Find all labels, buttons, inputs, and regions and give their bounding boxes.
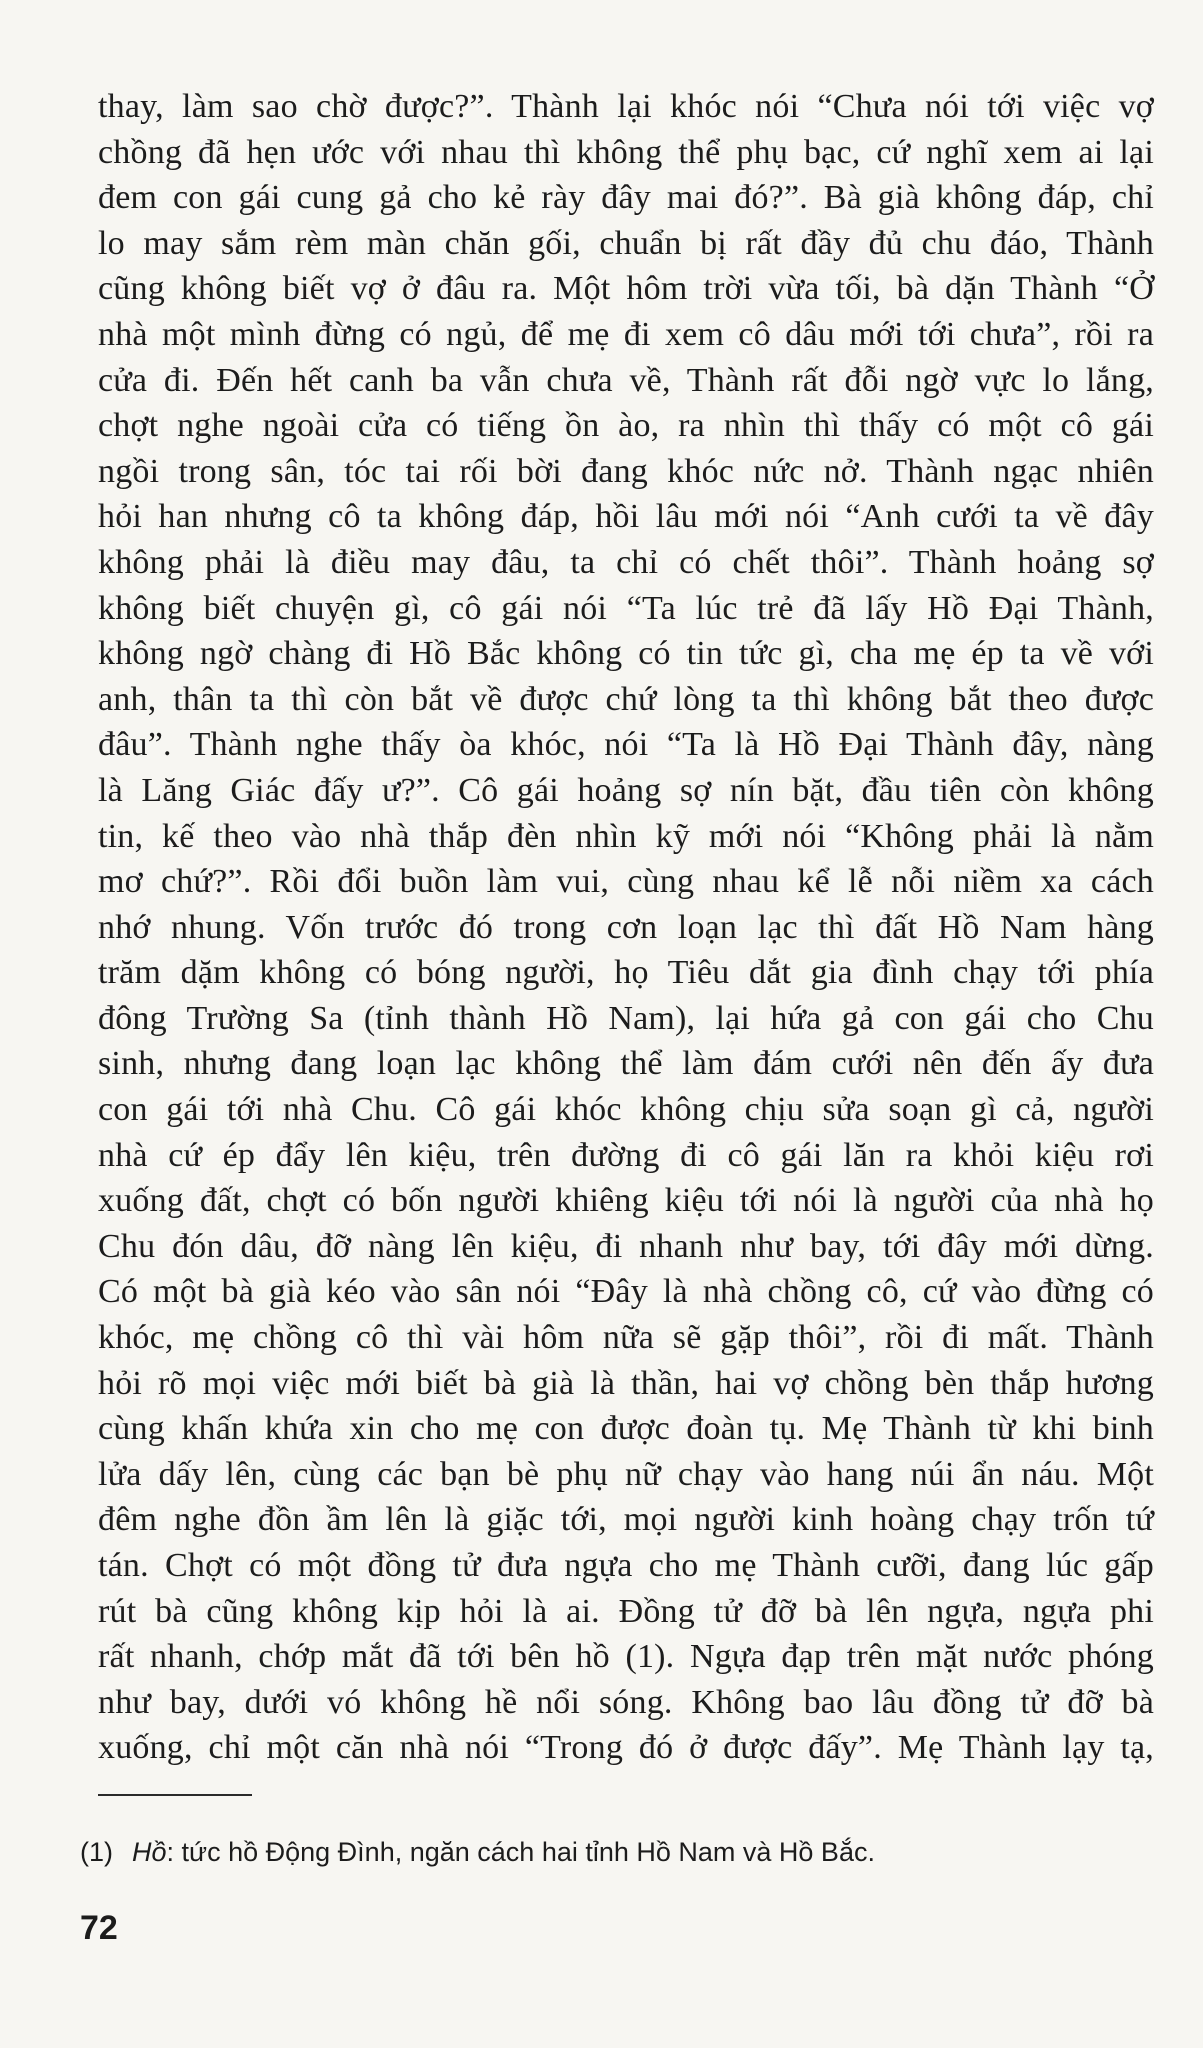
text-line: sinh, nhưng đang loạn lạc không thể làm đám cưới nên đến ấy đưa [98, 1045, 1154, 1083]
text-line: tán. Chợt có một đồng tử đưa ngựa cho mẹ Thành cưỡi, đang lúc gấp [98, 1547, 1154, 1584]
text-line: cùng khấn khứa xin cho mẹ con được đoàn tụ. Mẹ Thành từ khi binh [98, 1410, 1154, 1448]
text-line: ngồi trong sân, tóc tai rối bời đang khóc nức nở. Thành ngạc nhiên [98, 452, 1154, 490]
text-line: không biết chuyện gì, cô gái nói “Ta lúc trẻ đã lấy Hồ Đại Thành, [98, 589, 1154, 627]
text-line: khóc, mẹ chồng cô thì vài hôm nữa sẽ gặp thôi”, rồi đi mất. Thành [98, 1319, 1154, 1357]
text-line: tin, kế theo vào nhà thắp đèn nhìn kỹ mới nói “Không phải là nằm [98, 817, 1154, 855]
text-line: mơ chứ?”. Rồi đổi buồn làm vui, cùng nhau kể lễ nỗi niềm xa cách [98, 863, 1154, 901]
text-line: chợt nghe ngoài cửa có tiếng ồn ào, ra nhìn thì thấy có một cô gái [98, 407, 1154, 445]
footnote [80, 1834, 1160, 1870]
text-line: lo may sắm rèm màn chăn gối, chuẩn bị rất đầy đủ chu đáo, Thành [98, 224, 1154, 262]
footnote-text: : tức hồ Động Đình, ngăn cách hai tỉnh Hồ Nam và Hồ Bắc. [166, 1837, 875, 1867]
text-line: trăm dặm không có bóng người, họ Tiêu dắt gia đình chạy tới phía [98, 954, 1154, 992]
text-line: như bay, dưới vó không hề nổi sóng. Không bao lâu đồng tử đỡ bà [98, 1683, 1154, 1721]
text-line: Chu đón dâu, đỡ nàng lên kiệu, đi nhanh như bay, tới đây mới dừng. [98, 1227, 1154, 1265]
footnote-marker: (1) [80, 1837, 113, 1867]
body-text [98, 84, 1154, 1771]
text-line: chồng đã hẹn ước với nhau thì không thể phụ bạc, cứ nghĩ xem ai lại [98, 133, 1154, 171]
text-line: lửa dấy lên, cùng các bạn bè phụ nữ chạy vào hang núi ẩn náu. Một [98, 1455, 1154, 1493]
text-line: cũng không biết vợ ở đâu ra. Một hôm trời vừa tối, bà dặn Thành “Ở [98, 270, 1154, 308]
text-line: hỏi rõ mọi việc mới biết bà già là thần, hai vợ chồng bèn thắp hương [98, 1364, 1154, 1402]
text-line: đâu”. Thành nghe thấy òa khóc, nói “Ta là Hồ Đại Thành đây, nàng [98, 726, 1154, 764]
text-line: anh, thân ta thì còn bắt về được chứ lòng ta thì không bắt theo được [98, 680, 1154, 718]
text-line: con gái tới nhà Chu. Cô gái khóc không chịu sửa soạn gì cả, người [98, 1091, 1154, 1129]
text-line: là Lăng Giác đấy ư?”. Cô gái hoảng sợ nín bặt, đầu tiên còn không [98, 771, 1154, 809]
text-line: đem con gái cung gả cho kẻ rày đây mai đó?”. Bà già không đáp, chỉ [98, 179, 1154, 217]
text-line: Có một bà già kéo vào sân nói “Đây là nhà chồng cô, cứ vào đừng có [98, 1273, 1154, 1311]
text-line: nhà một mình đừng có ngủ, để mẹ đi xem cô dâu mới tới chưa”, rồi ra [98, 315, 1154, 353]
text-line: rút bà cũng không kịp hỏi là ai. Đồng tử đỡ bà lên ngựa, ngựa phi [98, 1592, 1154, 1630]
text-line: cửa đi. Đến hết canh ba vẫn chưa về, Thành rất đỗi ngờ vực lo lắng, [98, 361, 1154, 399]
footnote-divider [98, 1794, 252, 1796]
text-line: không ngờ chàng đi Hồ Bắc không có tin tức gì, cha mẹ ép ta về với [98, 635, 1154, 673]
text-line: không phải là điều may đâu, ta chỉ có chết thôi”. Thành hoảng sợ [98, 543, 1154, 581]
text-line: hỏi han nhưng cô ta không đáp, hồi lâu mới nói “Anh cưới ta về đây [98, 498, 1154, 536]
text-line: đêm nghe đồn ầm lên là giặc tới, mọi người kinh hoàng chạy trốn tứ [98, 1501, 1154, 1539]
page-number: 72 [80, 1909, 118, 1947]
text-line: nhà cứ ép đẩy lên kiệu, trên đường đi cô gái lăn ra khỏi kiệu rơi [98, 1136, 1154, 1174]
text-line: xuống, chỉ một căn nhà nói “Trong đó ở được đấy”. Mẹ Thành lạy tạ, [98, 1729, 1154, 1767]
text-line: thay, làm sao chờ được?”. Thành lại khóc nói “Chưa nói tới việc vợ [98, 88, 1154, 125]
text-line: xuống đất, chợt có bốn người khiêng kiệu tới nói là người của nhà họ [98, 1182, 1154, 1220]
text-line: rất nhanh, chớp mắt đã tới bên hồ (1). Ngựa đạp trên mặt nước phóng [98, 1638, 1154, 1676]
text-line: nhớ nhung. Vốn trước đó trong cơn loạn lạc thì đất Hồ Nam hàng [98, 908, 1154, 946]
text-line: đông Trường Sa (tỉnh thành Hồ Nam), lại hứa gả con gái cho Chu [98, 999, 1154, 1037]
footnote-term: Hồ [132, 1837, 167, 1867]
